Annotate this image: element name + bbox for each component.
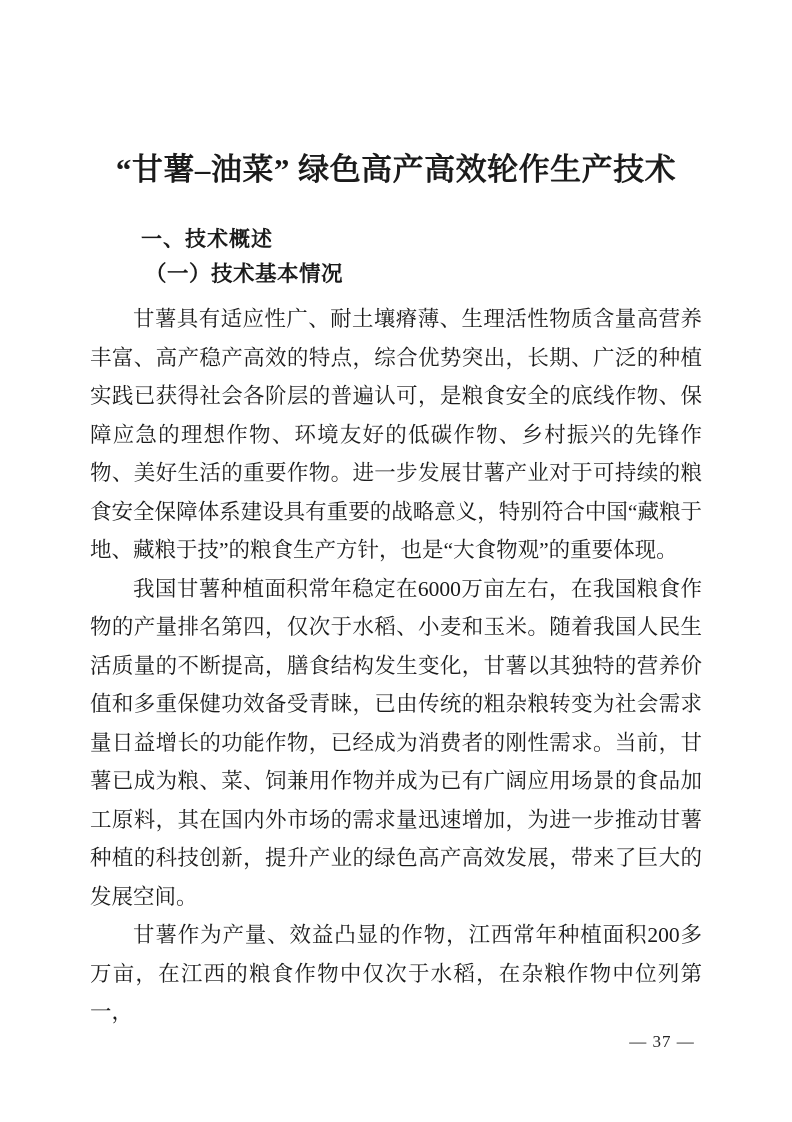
document-body [90,300,702,1032]
subsection-heading: （一）技术基本情况 [145,262,344,286]
body-paragraph: 甘薯作为产量、效益凸显的作物，江西常年种植面积200多万亩，在江西的粮食作物中仅次于水稻，在杂粮作物中位列第一， [90,923,702,1024]
body-paragraph: 甘薯具有适应性广、耐土壤瘠薄、生理活性物质含量高营养丰富、高产稳产高效的特点，综合优势突出，长期、广泛的种植实践已获得社会各阶层的普遍认可，是粮食安全的底线作物、保障应急的理想作物、环境友好的低碳作物、乡村振兴的先锋作物、美好生活的重要作物。进一步发展甘薯产业对于可持续的粮食安全保障体系建设具有重要的战略意义，特别符合中国“藏粮于地、藏粮于技”的粮食生产方针，也是“大食物观”的重要体现。 [90,307,702,562]
page-title: “甘薯–油菜” 绿色高产高效轮作生产技术 [115,152,677,187]
body-paragraph: 我国甘薯种植面积常年稳定在6000万亩左右，在我国粮食作物的产量排名第四，仅次于水稻、小麦和玉米。随着我国人民生活质量的不断提高，膳食结构发生变化，甘薯以其独特的营养价值和多重保健功效备受青睐，已由传统的粗杂粮转变为社会需求量日益增长的功能作物，已经成为消费者的刚性需求。当前，甘薯已成为粮、菜、饲兼用作物并成为已有广阔应用场景的食品加工原料，其在国内外市场的需求量迅速增加，为进一步推动甘薯种植的科技创新，提升产业的绿色高产高效发展，带来了巨大的发展空间。 [90,576,702,909]
page-number: — 37 — [629,1032,695,1051]
section-heading: 一、技术概述 [141,228,273,251]
